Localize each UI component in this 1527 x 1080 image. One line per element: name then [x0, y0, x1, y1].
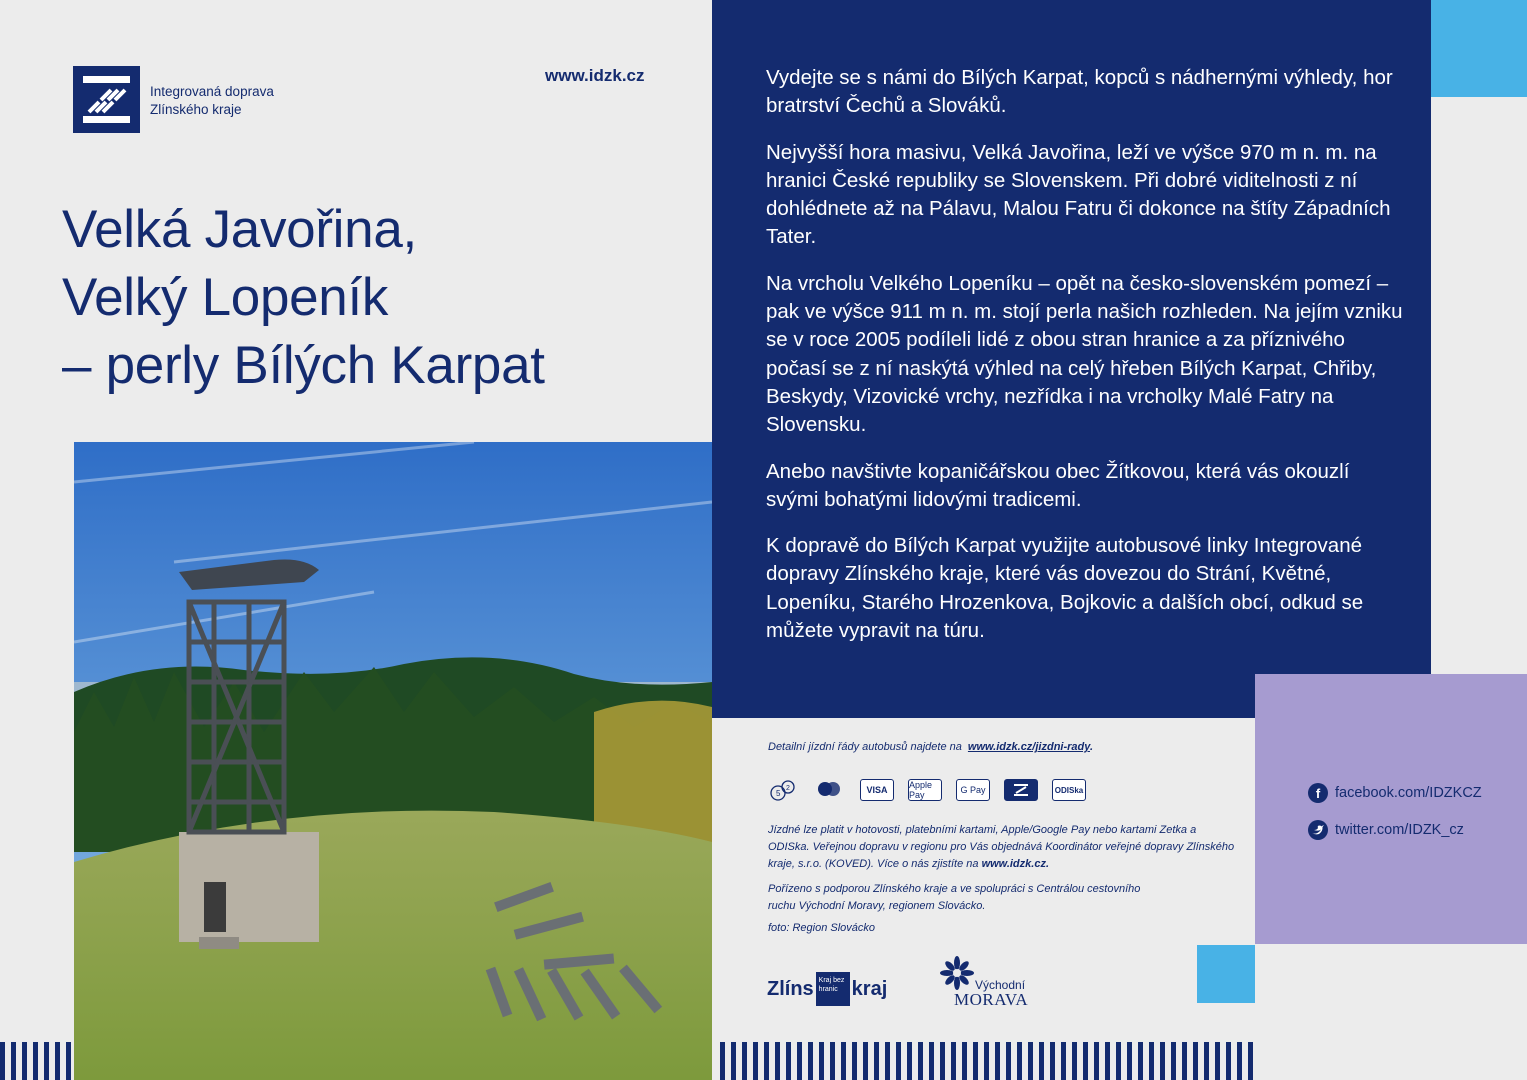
- payment-methods: [768, 779, 1086, 801]
- paragraph: Anebo navštivte kopaničářskou obec Žítkovou, která vás okouzlí svými bohatými lidovými tradicemi.: [766, 459, 1350, 511]
- paragraph: Na vrcholu Velkého Lopeníku – opět na česko-slovenském pomezí – pak ve výšce 911 m n. m. stojí perla našich rozhleden. Na jejím vzniku se v roce 2005 podíleli lidé z obou stran hranice a za příznivého počasí se z ní naskýtá výhled na celý hřeben Bílých Karpat, Chřiby, Beskydy, Vizovické vrchy, nezřídka i na vrcholky Malé Fatry na Slovensku.: [766, 271, 1403, 437]
- timetable-end: .: [1089, 741, 1094, 753]
- facebook-link[interactable]: [1308, 783, 1482, 803]
- decor-square-mid: [1197, 945, 1255, 1003]
- page-title: [62, 196, 545, 400]
- paragraph: Vydejte se s námi do Bílých Karpat, kopců s nádhernými výhledy, hor bratrství Čechů a Slováků.: [766, 66, 1393, 118]
- vychodni-morava-logo: [940, 956, 1040, 1012]
- decor-stripes-right: [720, 1042, 1255, 1080]
- facebook-label: facebook.com/IDZKCZ: [1335, 785, 1482, 801]
- twitter-link[interactable]: [1308, 820, 1464, 840]
- website-link[interactable]: www.idzk.cz: [545, 66, 645, 85]
- timetable-link[interactable]: www.idzk.cz/jizdni-rady: [967, 741, 1090, 753]
- zlinsky-kraj-logo: [767, 972, 887, 1006]
- payment-info: [768, 822, 1238, 873]
- morava-small-text: Východní: [975, 978, 1026, 992]
- logo-line-2: Zlínského kraje: [150, 102, 242, 117]
- svg-text:2: 2: [786, 785, 790, 792]
- zetka-icon: [1004, 779, 1038, 801]
- logo-text: [150, 83, 274, 119]
- paragraph: Nejvyšší hora masivu, Velká Javořina, leží ve výšce 970 m n. m. na hranici České republiky se Slovenskem. Při dobré viditelnosti z ní dohlédnete až na Pálavu, Malou Fatru či dokonce na štíty Západních Tater.: [766, 140, 1391, 249]
- twitter-label: twitter.com/IDZK_cz: [1335, 822, 1464, 838]
- logo-line-1: Integrovaná doprava: [150, 84, 274, 99]
- morava-big-text: MORAVA: [954, 990, 1029, 1009]
- photo-credit: foto: Region Slovácko: [768, 922, 876, 934]
- social-panel: [1255, 674, 1527, 944]
- support-info: Pořízeno s podporou Zlínského kraje a ve spolupráci s Centrálou cestovního ruchu Východní Moravy, regionem Slovácko.: [768, 883, 1141, 912]
- svg-text:5: 5: [776, 789, 781, 798]
- tower-photo: [74, 442, 712, 1080]
- flower-icon: [940, 956, 974, 990]
- title-line-1: Velká Javořina,: [62, 200, 417, 259]
- idzk-logo: [73, 66, 140, 133]
- odiska-icon: ODISka: [1052, 779, 1086, 801]
- title-line-2: Velký Lopeník: [62, 268, 389, 327]
- visa-icon: VISA: [860, 779, 894, 801]
- coins-icon: [768, 779, 798, 801]
- title-line-3: – perly Bílých Karpat: [62, 336, 545, 395]
- facebook-icon: f: [1308, 783, 1328, 803]
- timetable-text: Detailní jízdní řády autobusů najdete na: [768, 741, 962, 753]
- website-link-small[interactable]: www.idzk.cz.: [981, 858, 1050, 870]
- twitter-icon: [1308, 820, 1328, 840]
- timetable-info: [768, 739, 1093, 756]
- payment-text: Jízdné lze platit v hotovosti, platebními kartami, Apple/Google Pay nebo kartami Zetka a ODISka. Veřejnou dopravu v regionu pro Vás objednává Koordinátor veřejné dopravy Zlínského kraje, s.r.o. (KOVED). Více o nás zjistíte na: [768, 824, 1235, 870]
- apple-pay-icon: Apple Pay: [908, 779, 942, 801]
- decor-stripes-left: [0, 1042, 74, 1080]
- google-pay-icon: G Pay: [956, 779, 990, 801]
- zlin-box: Kraj bez hranic: [816, 972, 850, 1006]
- zlin-text-right: kraj: [851, 977, 888, 1000]
- z-logo-icon: [73, 66, 140, 133]
- zlin-text-left: Zlíns: [767, 977, 814, 1000]
- description-text: [766, 64, 1406, 663]
- decor-square-top: [1431, 0, 1527, 97]
- mastercard-icon: [812, 779, 846, 801]
- paragraph: K dopravě do Bílých Karpat využijte autobusové linky Integrované dopravy Zlínského kraje, které vás dovezou do Strání, Květné, Lopeníku, Starého Hrozenkova, Bojkovic a dalších obcí, odkud se můžete vypravit na túru.: [766, 534, 1364, 643]
